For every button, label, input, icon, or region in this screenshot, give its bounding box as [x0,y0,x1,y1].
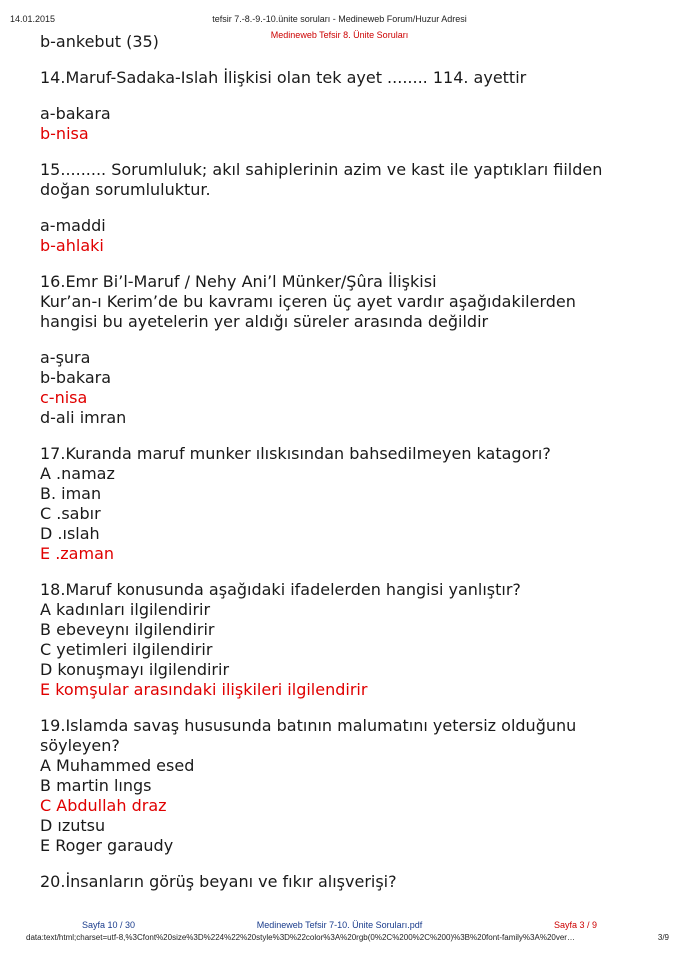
question-block [40,872,649,892]
text-line: C .sabır [40,504,101,523]
block-spacer [40,88,649,104]
question-block [40,716,649,856]
text-line: D .ıslah [40,524,100,543]
document-footer [0,920,679,932]
text-line: 16.Emr Bi’l-Maruf / Nehy Ani’l Münker/Şûra İlişkisi [40,272,437,291]
question-block [40,104,649,144]
text-line: A .namaz [40,464,115,483]
text-line: 15......... Sorumluluk; akıl sahiplerinin azim ve kast ile yaptıkları fiilden [40,160,603,179]
block-spacer [40,856,649,872]
block-spacer [40,144,649,160]
text-line: B ebeveynı ilgilendirir [40,620,215,639]
text-line: D konuşmayı ilgilendirir [40,660,230,679]
question-block [40,272,649,332]
text-line: B. iman [40,484,102,503]
correct-answer-line: b-nisa [40,124,89,143]
print-page-number: 3/9 [657,933,669,942]
correct-answer-line: b-ahlaki [40,236,104,255]
footer-page-count: Sayfa 10 / 30 [82,920,136,930]
question-block [40,444,649,564]
footer-page-index: Sayfa 3 / 9 [554,920,598,930]
block-spacer [40,564,649,580]
block-spacer [40,700,649,716]
text-line: a-maddi [40,216,106,235]
block-spacer [40,52,649,68]
text-line: B martin lıngs [40,776,152,795]
text-line: a-şura [40,348,91,367]
question-block [40,32,649,52]
text-line: C yetimleri ilgilendirir [40,640,213,659]
text-line: 18.Maruf konusunda aşağıdaki ifadelerden hangisi yanlıştır? [40,580,521,599]
correct-answer-line: c-nisa [40,388,88,407]
print-page-title: tefsir 7.-8.-9.-10.ünite soruları - Medineweb Forum/Huzur Adresi [212,14,467,24]
text-line: D ızutsu [40,816,106,835]
block-spacer [40,428,649,444]
text-line: d-ali imran [40,408,127,427]
text-line: hangisi bu ayetelerin yer aldığı süreler arasında değildir [40,312,489,331]
question-block [40,68,649,88]
text-line: 17.Kuranda maruf munker ılıskısından bahsedilmeyen katagorı? [40,444,551,463]
text-line: A Muhammed esed [40,756,195,775]
text-line: a-bakara [40,104,111,123]
question-block [40,216,649,256]
question-list [40,32,649,892]
document-banner: Medineweb Tefsir 8. Ünite Soruları [270,30,409,40]
text-line: 19.Islamda savaş hususunda batının malumatını yetersiz olduğunu [40,716,577,735]
question-block [40,348,649,428]
question-block [40,580,649,700]
question-block [40,160,649,200]
text-line: A kadınları ilgilendirir [40,600,211,619]
correct-answer-line: E .zaman [40,544,115,563]
text-line: doğan sorumluluktur. [40,180,211,199]
text-line: 14.Maruf-Sadaka-Islah İlişkisi olan tek ayet ........ 114. ayettir [40,68,527,87]
text-line: b-bakara [40,368,112,387]
block-spacer [40,256,649,272]
text-line: E Roger garaudy [40,836,174,855]
block-spacer [40,200,649,216]
text-line: söyleyen? [40,736,120,755]
text-line: 20.İnsanların görüş beyanı ve fıkır alışverişi? [40,872,397,891]
block-spacer [40,332,649,348]
correct-answer-line: C Abdullah draz [40,796,167,815]
text-line: Kur’an-ı Kerim’de bu kavramı içeren üç ayet vardır aşağıdakilerden [40,292,576,311]
footer-file-name: Medineweb Tefsir 7-10. Ünite Soruları.pdf [256,920,423,930]
correct-answer-line: E komşular arasındaki ilişkileri ilgilendirir [40,680,368,699]
print-date: 14.01.2015 [10,14,56,24]
browser-print-header [10,14,669,28]
text-line: b-ankebut (35) [40,32,159,51]
print-url: data:text/html;charset=utf-8,%3Cfont%20size%3D%224%22%20style%3D%22color%3A%20rgb(0%2C%200%2C%200)%3B%20font-family%3A%20ver… [26,933,575,942]
